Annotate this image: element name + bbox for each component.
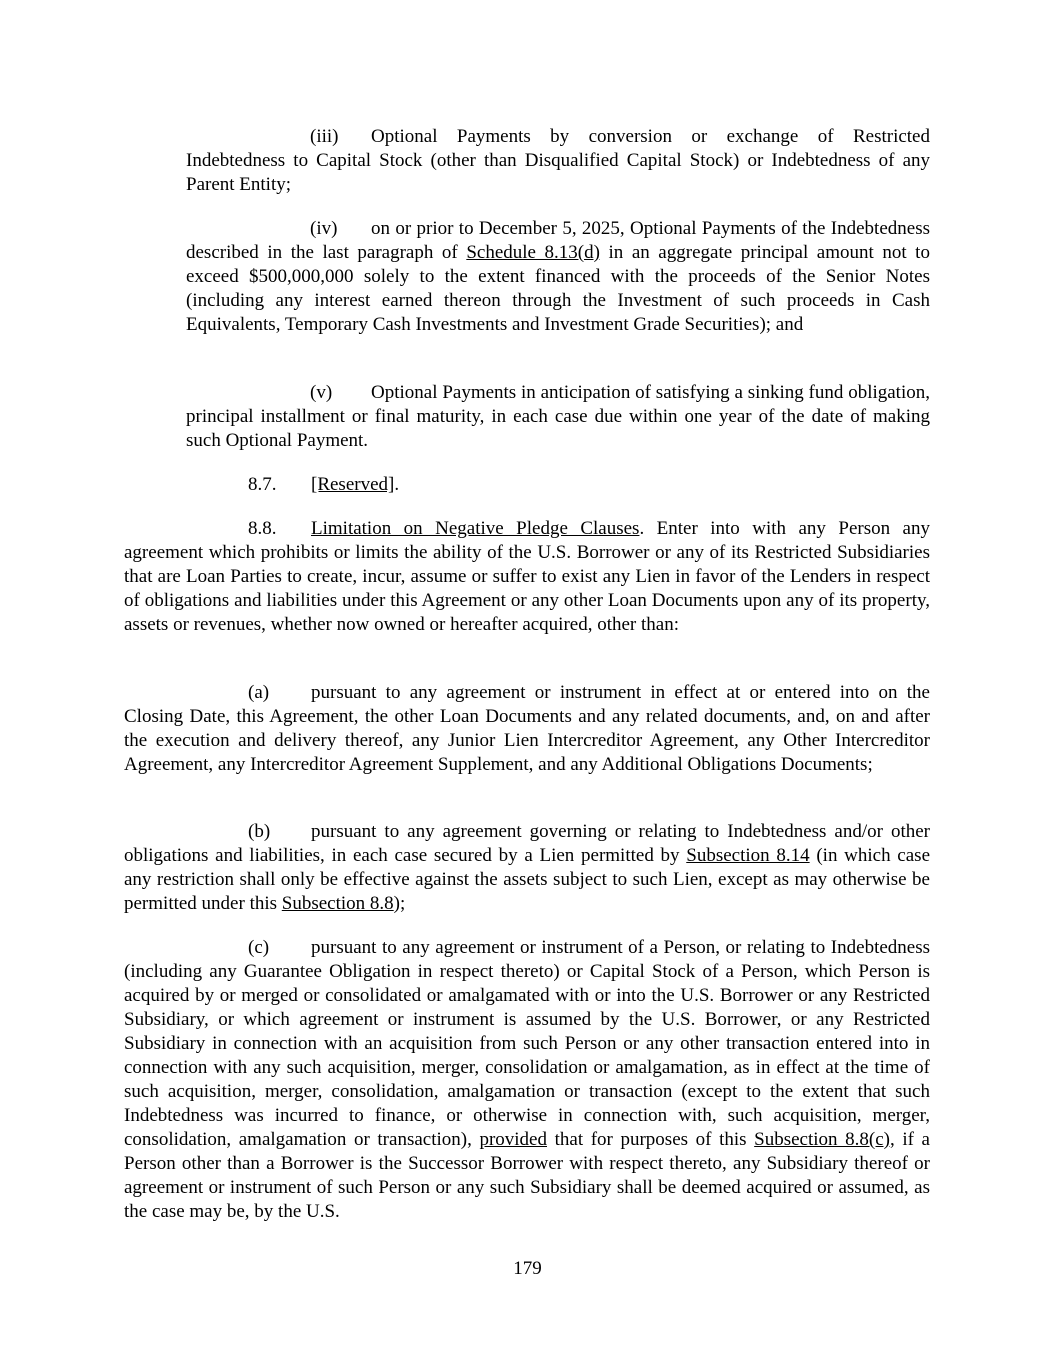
item-b: [124, 820, 930, 916]
item-text: (in which case any restriction shall only be effective against the assets subject to such Lien, except as may otherwise be permitted under this: [124, 845, 930, 914]
section-text: . Enter into with any Person any agreement which prohibits or limits the ability of the U.S. Borrower or any of its Restricted Subsidiaries that are Loan Parties to create, incur, assume or suffer to exist any Lien in favor of the Lenders in respect of obligations and liabilities under this Agreement or any other Loan Documents upon any of its property, assets or revenues, whether now owned or hereafter acquired, other than:: [124, 518, 930, 635]
clause-text: Optional Payments by conversion or exchange of Restricted Indebtedness to Capital Stock (other than Disqualified Capital Stock) or Indebtedness of any Parent Entity;: [186, 126, 930, 195]
item-text: that for purposes of this: [547, 1129, 755, 1150]
item-text: pursuant to any agreement or instrument of a Person, or relating to Indebtedness (including any Guarantee Obligation in respect thereto) or Capital Stock of a Person, which Person is acquired by or merged or consolidated or amalgamated with or into the U.S. Borrower or any Restricted Subsidiary, or which agreement or instrument is assumed by the U.S. Borrower, or any Restricted Subsidiary in connection with an acquisition from such Person or any other transaction entered into in connection with any such acquisition, merger, consolidation or amalgamation, as in effect at the time of such acquisition, merger, consolidation, amalgamation or transaction (except to the extent that such Indebtedness was incurred to finance, or otherwise in connection with, such acquisition, merger, consolidation, amalgamation or transaction),: [124, 937, 930, 1150]
item-text: pursuant to any agreement governing or relating to Indebtedness and/or other obligations and liabilities, in each case secured by a Lien permitted by: [124, 821, 930, 866]
item-c: [124, 936, 930, 1224]
provided-term: provided: [479, 1129, 547, 1150]
item-a: [124, 681, 930, 777]
paragraph-v: [186, 381, 930, 453]
subsection-reference: Subsection 8.14: [686, 845, 810, 866]
section-number: 8.7.: [248, 474, 277, 495]
item-text: , if a Person other than a Borrower is the Successor Borrower with respect thereto, any Subsidiary thereof or agreement or instrument of such Person or any such Subsidiary shall be deemed acquired or assumed, as the case may be, by the U.S.: [124, 1129, 930, 1222]
paragraph-iii: [186, 125, 930, 197]
clause-text: in an aggregate principal amount not to exceed $500,000,000 solely to the extent financed with the proceeds of the Senior Notes (including any interest earned thereon through the Investment of such proceeds in Cash Equivalents, Temporary Cash Investments and Investment Grade Securities); and: [186, 242, 930, 335]
subsection-reference: Subsection 8.8(c): [754, 1129, 890, 1150]
section-number: 8.8.: [248, 518, 277, 539]
section-8-8: [124, 517, 930, 637]
section-8-7: [124, 473, 930, 497]
clause-text: Optional Payments in anticipation of satisfying a sinking fund obligation, principal installment or final maturity, in each case due within one year of the date of making such Optional Payment.: [186, 382, 930, 451]
item-text: );: [393, 893, 406, 914]
schedule-reference: Schedule 8.13(d): [466, 242, 600, 263]
clause-number: (iii): [310, 126, 339, 147]
clause-number: (v): [310, 382, 333, 403]
section-title: Limitation on Negative Pledge Clauses: [311, 518, 640, 539]
item-text: pursuant to any agreement or instrument in effect at or entered into on the Closing Date, this Agreement, the other Loan Documents and any related documents, and, on and after the execution and delivery thereof, any Junior Lien Intercreditor Agreement, any Other Intercreditor Agreement, any Intercreditor Agreement Supplement, and any Additional Obligations Documents;: [124, 682, 930, 775]
item-number: (a): [248, 682, 270, 703]
clause-number: (iv): [310, 218, 338, 239]
item-number: (c): [248, 937, 270, 958]
paragraph-iv: [186, 217, 930, 337]
clause-text: on or prior to December 5, 2025, Optional Payments of the Indebtedness described in the last paragraph of: [186, 218, 930, 263]
page-number: 179: [513, 1258, 542, 1279]
item-number: (b): [248, 821, 271, 842]
section-title: [Reserved]: [311, 474, 395, 495]
subsection-reference: Subsection 8.8: [281, 893, 394, 914]
section-title-period: .: [394, 474, 400, 495]
